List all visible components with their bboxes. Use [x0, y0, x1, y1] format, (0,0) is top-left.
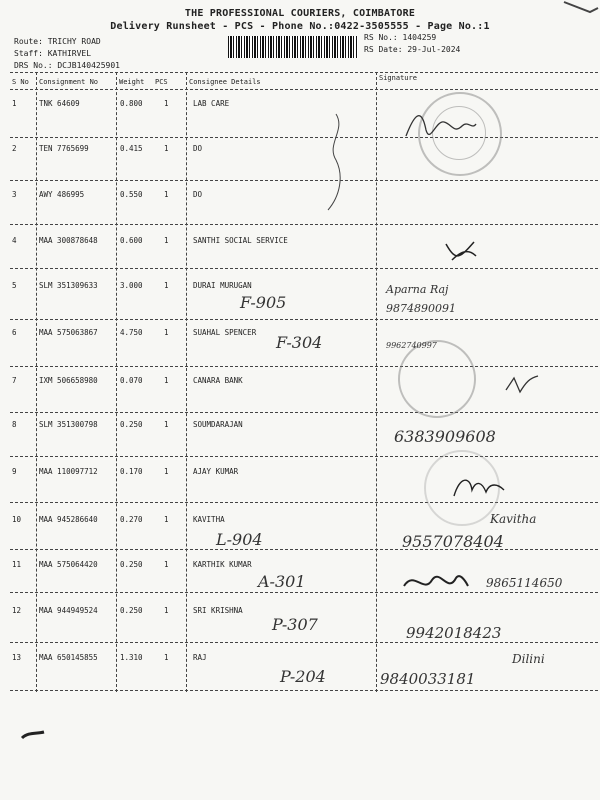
- row-sno: 1: [12, 99, 17, 108]
- row-sno: 13: [12, 653, 22, 662]
- row-pcs: 1: [164, 376, 169, 385]
- row-pcs: 1: [164, 236, 169, 245]
- row-consignment: MAA 575064420: [39, 560, 98, 569]
- row-consignment: MAA 945286640: [39, 515, 98, 524]
- row-divider: [10, 549, 598, 550]
- handwritten-signature: Kavitha: [490, 512, 537, 526]
- row-pcs: 1: [164, 560, 169, 569]
- row-consignment: SLM 351309633: [39, 281, 98, 290]
- row-pcs: 1: [164, 515, 169, 524]
- row-weight: 0.070: [120, 376, 143, 385]
- runsheet-subtitle: Delivery Runsheet - PCS - Phone No.:0422-3505555 - Page No.:1: [110, 21, 490, 32]
- handwritten-flat: F-304: [276, 333, 323, 352]
- row-weight: 0.250: [120, 420, 143, 429]
- col-divider: [36, 72, 37, 692]
- row-weight: 0.600: [120, 236, 143, 245]
- row-consignee: AJAY KUMAR: [193, 467, 239, 476]
- col-weight: Weight: [119, 78, 145, 86]
- row-sno: 9: [12, 467, 17, 476]
- row-consignee: DURAI MURUGAN: [193, 281, 252, 290]
- row-sno: 7: [12, 376, 17, 385]
- row-consignee: SRI KRISHNA: [193, 606, 243, 615]
- row-weight: 3.000: [120, 281, 143, 290]
- handwritten-flat: P-307: [272, 615, 318, 634]
- row-sno: 8: [12, 420, 17, 429]
- handwritten-phone: 9865114650: [486, 576, 563, 590]
- row-weight: 1.310: [120, 653, 143, 662]
- row-weight: 0.550: [120, 190, 143, 199]
- row-consignment: MAA 944949524: [39, 606, 98, 615]
- row-divider: [10, 456, 598, 457]
- row-sno: 2: [12, 144, 17, 153]
- row-pcs: 1: [164, 190, 169, 199]
- row-weight: 0.800: [120, 99, 143, 108]
- col-consignee: Consignee Details: [189, 78, 261, 86]
- row-pcs: 1: [164, 653, 169, 662]
- row-consignment: AWY 486995: [39, 190, 85, 199]
- row-sno: 6: [12, 328, 17, 337]
- bank-seal-stamp: [398, 340, 476, 418]
- row-consignee: KARTHIK KUMAR: [193, 560, 252, 569]
- row-divider: [10, 137, 598, 138]
- row-consignment: MAA 300878648: [39, 236, 98, 245]
- row-weight: 0.250: [120, 606, 143, 615]
- row-divider: [10, 268, 598, 269]
- row-consignment: SLM 351300798: [39, 420, 98, 429]
- row-consignee: DO: [193, 190, 203, 199]
- signature-scribble: [320, 110, 350, 220]
- signature-scribble: [450, 472, 510, 502]
- col-divider: [116, 72, 117, 692]
- handwritten-signature: Aparna Raj: [386, 283, 449, 296]
- signature-scribble: [440, 238, 480, 268]
- row-divider: [10, 224, 598, 225]
- staff-label: Staff: KATHIRVEL: [14, 49, 92, 58]
- row-sno: 3: [12, 190, 17, 199]
- row-divider: [10, 366, 598, 367]
- handwritten-phone: 9942018423: [406, 624, 502, 642]
- row-pcs: 1: [164, 144, 169, 153]
- col-divider: [186, 72, 187, 692]
- ink-mark-icon: [20, 728, 50, 742]
- row-consignment: MAA 575063867: [39, 328, 98, 337]
- row-consignment: TNK 64609: [39, 99, 80, 108]
- barcode: [228, 36, 358, 58]
- row-pcs: 1: [164, 281, 169, 290]
- row-divider: [10, 180, 598, 181]
- handwritten-signature: Dilini: [512, 652, 545, 666]
- row-pcs: 1: [164, 420, 169, 429]
- row-consignee: DO: [193, 144, 203, 153]
- row-consignee: SOUMDARAJAN: [193, 420, 243, 429]
- row-pcs: 1: [164, 328, 169, 337]
- row-consignee: LAB CARE: [193, 99, 230, 108]
- row-divider: [10, 642, 598, 643]
- row-sno: 4: [12, 236, 17, 245]
- signature-scribble: [400, 568, 470, 598]
- row-weight: 0.250: [120, 560, 143, 569]
- row-consignment: MAA 110097712: [39, 467, 98, 476]
- row-divider: [10, 412, 598, 413]
- rs-date: RS Date: 29-Jul-2024: [364, 45, 461, 54]
- handwritten-phone: 9557078404: [402, 532, 504, 551]
- row-consignee: KAVITHA: [193, 515, 225, 524]
- row-consignee: SANTHI SOCIAL SERVICE: [193, 236, 288, 245]
- handwritten-phone: 9840033181: [380, 670, 476, 688]
- handwritten-phone: 6383909608: [394, 427, 496, 446]
- handwritten-flat: P-204: [280, 667, 326, 686]
- row-pcs: 1: [164, 606, 169, 615]
- col-pcs: PCS: [155, 78, 168, 86]
- col-sno: S No: [12, 78, 29, 86]
- row-sno: 5: [12, 281, 17, 290]
- rs-number: RS No.: 1404259: [364, 33, 437, 42]
- row-pcs: 1: [164, 99, 169, 108]
- row-consignment: MAA 650145855: [39, 653, 98, 662]
- row-pcs: 1: [164, 467, 169, 476]
- route-label: Route: TRICHY ROAD: [14, 37, 101, 46]
- row-consignee: RAJ: [193, 653, 207, 662]
- table-top-rule: [10, 72, 598, 73]
- col-signature: Signature: [379, 74, 417, 82]
- handwritten-flat: F-905: [240, 293, 287, 312]
- row-weight: 4.750: [120, 328, 143, 337]
- row-consignee: CANARA BANK: [193, 376, 243, 385]
- handwritten-flat: L-904: [216, 530, 263, 549]
- row-divider: [10, 502, 598, 503]
- col-divider: [376, 72, 377, 692]
- row-sno: 10: [12, 515, 22, 524]
- handwritten-phone: 9962740997: [386, 341, 437, 350]
- handwritten-flat: A-301: [258, 572, 306, 591]
- row-divider: [10, 592, 598, 593]
- row-consignment: IXM 506658980: [39, 376, 98, 385]
- row-divider: [10, 319, 598, 320]
- table-header-rule: [10, 89, 598, 90]
- company-title: THE PROFESSIONAL COURIERS, COIMBATORE: [184, 8, 416, 19]
- row-consignee: SUAHAL SPENCER: [193, 328, 257, 337]
- row-sno: 12: [12, 606, 22, 615]
- signature-scribble: [502, 370, 542, 400]
- corner-mark-icon: [560, 0, 600, 20]
- row-weight: 0.415: [120, 144, 143, 153]
- table-bottom-rule: [10, 690, 598, 691]
- handwritten-phone: 9874890091: [386, 302, 456, 315]
- drs-number: DRS No.: DCJB140425901: [14, 61, 120, 70]
- row-consignment: TEN 7765699: [39, 144, 89, 153]
- signature-scribble: [400, 100, 480, 145]
- row-weight: 0.270: [120, 515, 143, 524]
- col-consignment: Consignment No: [39, 78, 99, 86]
- row-sno: 11: [12, 560, 22, 569]
- row-weight: 0.170: [120, 467, 143, 476]
